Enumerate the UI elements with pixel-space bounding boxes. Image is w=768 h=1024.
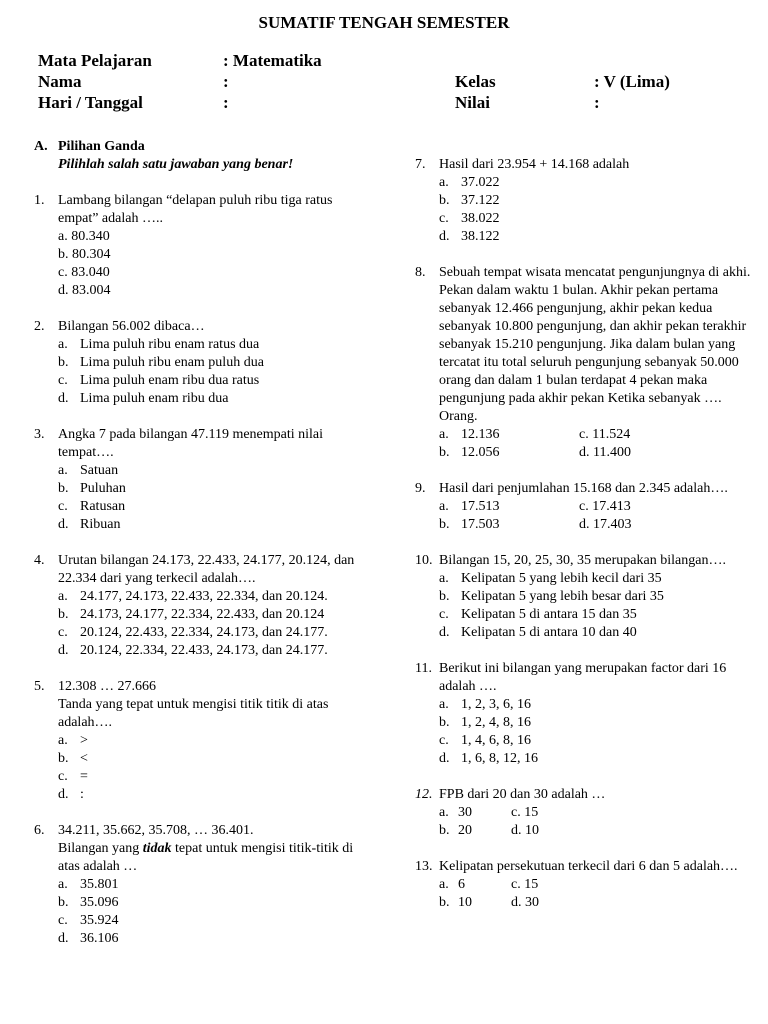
question-number: 8.: [415, 265, 426, 280]
question-number: 10.: [415, 553, 433, 568]
mapel-label: Mata Pelajaran: [38, 51, 152, 70]
option-d: d. 10: [511, 823, 539, 838]
option-row-ac: [439, 498, 760, 516]
question-11: [415, 660, 760, 768]
question-5: [34, 678, 374, 804]
question-stem: Angka 7 pada bilangan 47.119 menempati nilai tempat….: [58, 427, 324, 460]
option-d: d. 20.124, 22.334, 22.433, 24.173, dan 24.177.: [58, 643, 328, 658]
option-row-ac: [439, 876, 760, 894]
question-number: 1.: [34, 193, 45, 208]
question-stem: Hasil dari penjumlahan 15.168 dan 2.345 adalah….: [439, 481, 728, 496]
option-c: c. =: [58, 769, 88, 784]
option-c: c. 20.124, 22.433, 22.334, 24.173, dan 24.177.: [58, 625, 328, 640]
option-a: a. 80.340: [58, 229, 110, 244]
question-6: [34, 822, 374, 948]
hari-label: Hari / Tanggal: [38, 93, 143, 112]
option-d: d. 38.122: [439, 229, 500, 244]
option-b-letter: b.: [439, 895, 450, 910]
option-b: 12.056: [461, 445, 500, 460]
question-3: [34, 426, 374, 534]
option-c: c. Ratusan: [58, 499, 126, 514]
question-number: 12.: [415, 787, 433, 802]
question-4: [34, 552, 374, 660]
question-stem: Bilangan 56.002 dibaca…: [58, 319, 205, 334]
option-row-ac: [439, 804, 760, 822]
question-stem: 12.308 … 27.666: [58, 679, 156, 694]
question-stem-2: Tanda yang tepat untuk mengisi titik titik di atas adalah….: [58, 697, 329, 730]
question-stem-2: Bilangan yang tidak tepat untuk mengisi titik-titik di atas adalah …: [58, 841, 354, 874]
option-a: a. >: [58, 733, 88, 748]
option-b: b. 80.304: [58, 247, 111, 262]
option-b-letter: b.: [439, 445, 450, 460]
option-c: c. Kelipatan 5 di antara 15 dan 35: [439, 607, 637, 622]
option-b: b. 1, 2, 4, 8, 16: [439, 715, 531, 730]
option-b: b. Kelipatan 5 yang lebih besar dari 35: [439, 589, 664, 604]
question-number: 13.: [415, 859, 433, 874]
option-a: a. Satuan: [58, 463, 119, 478]
option-a: a. Lima puluh ribu enam ratus dua: [58, 337, 260, 352]
question-number: 5.: [34, 679, 45, 694]
emphasis-tidak: tidak: [142, 841, 172, 856]
option-a: a. 1, 2, 3, 6, 16: [439, 697, 531, 712]
question-7: [415, 156, 760, 246]
option-b: b. 24.173, 24.177, 22.334, 22.433, dan 20.124: [58, 607, 325, 622]
left-column: [34, 138, 374, 948]
option-b: 17.503: [461, 517, 500, 532]
question-13: [415, 858, 760, 912]
nilai-label: Nilai: [455, 93, 490, 112]
option-c: c. 17.413: [579, 499, 631, 514]
option-a-letter: a.: [439, 427, 449, 442]
kelas-value: : V (Lima): [594, 72, 670, 91]
option-d: d. 11.400: [579, 445, 631, 460]
option-a: 12.136: [461, 427, 500, 442]
option-b: b. Lima puluh ribu enam puluh dua: [58, 355, 264, 370]
question-number: 2.: [34, 319, 45, 334]
section-a: [34, 138, 374, 174]
option-c: c. 35.924: [58, 913, 119, 928]
option-d: d. :: [58, 787, 84, 802]
option-c: c. 11.524: [579, 427, 631, 442]
option-a: a. Kelipatan 5 yang lebih kecil dari 35: [439, 571, 662, 586]
question-stem: 34.211, 35.662, 35.708, … 36.401.: [58, 823, 254, 838]
option-d: d. 30: [511, 895, 539, 910]
question-stem: Sebuah tempat wisata mencatat pengunjungnya di akhi. Pekan dalam waktu 1 bulan. Akhir pekan pertama sebanyak 12.466 pengunjung, akhir pekan kedua sebanyak 10.800 pengunjung, dan akhir pekan terakhir sebanyak 15.210 pengunjung. Jika dalam bulan yang tercatat itu total seluruh pengunjung sebanyak 50.000 orang dan dalam 1 bulan terdapat 4 pekan maka pengunjung pada akhir pekan Ketika sebanyak …. Orang.: [439, 265, 751, 424]
option-d: d. Lima puluh enam ribu dua: [58, 391, 229, 406]
question-9: [415, 480, 760, 534]
question-12: [415, 786, 760, 840]
page-title: SUMATIF TENGAH SEMESTER: [258, 13, 510, 32]
nama-label: Nama: [38, 72, 82, 91]
question-number: 6.: [34, 823, 45, 838]
option-b: 20: [458, 823, 472, 838]
option-b: 10: [458, 895, 472, 910]
question-1: [34, 192, 374, 300]
hari-value: :: [223, 93, 229, 112]
question-stem: Urutan bilangan 24.173, 22.433, 24.177, 20.124, dan 22.334 dari yang terkecil adalah….: [58, 553, 355, 586]
right-column: [415, 156, 760, 912]
question-8: [415, 264, 760, 462]
option-a-letter: a.: [439, 499, 449, 514]
question-stem: Lambang bilangan “delapan puluh ribu tiga ratus empat” adalah …..: [58, 193, 333, 226]
kelas-label: Kelas: [455, 72, 496, 91]
option-a: a. 35.801: [58, 877, 119, 892]
question-10: [415, 552, 760, 642]
option-b: b. <: [58, 751, 88, 766]
question-stem: Berikut ini bilangan yang merupakan factor dari 16 adalah ….: [439, 661, 727, 694]
option-d: d. 83.004: [58, 283, 111, 298]
option-row-bd: [439, 894, 760, 912]
option-c: c. 83.040: [58, 265, 110, 280]
option-a: 6: [458, 877, 465, 892]
option-row-bd: [439, 822, 760, 840]
question-number: 9.: [415, 481, 426, 496]
option-row-ac: [439, 426, 760, 444]
option-c: c. 15: [511, 877, 539, 892]
question-2: [34, 318, 374, 408]
option-b: b. 37.122: [439, 193, 500, 208]
nama-value: :: [223, 72, 229, 91]
option-row-bd: [439, 444, 760, 462]
option-b: b. 35.096: [58, 895, 119, 910]
question-stem: Hasil dari 23.954 + 14.168 adalah: [439, 157, 630, 172]
option-a-letter: a.: [439, 805, 449, 820]
mapel-value: : Matematika: [223, 51, 322, 70]
option-row-bd: [439, 516, 760, 534]
option-c: c. 15: [511, 805, 539, 820]
option-a: 30: [458, 805, 472, 820]
question-stem: Bilangan 15, 20, 25, 30, 35 merupakan bilangan….: [439, 553, 726, 568]
option-d: d. Ribuan: [58, 517, 121, 532]
option-d: d. 1, 6, 8, 12, 16: [439, 751, 538, 766]
option-a: a. 24.177, 24.173, 22.433, 22.334, dan 20.124.: [58, 589, 328, 604]
option-a: a. 37.022: [439, 175, 500, 190]
option-b-letter: b.: [439, 517, 450, 532]
option-d: d. 17.403: [579, 517, 632, 532]
question-number: 11.: [415, 661, 432, 676]
option-a: 17.513: [461, 499, 500, 514]
option-c: c. 1, 4, 6, 8, 16: [439, 733, 531, 748]
option-c: c. 38.022: [439, 211, 500, 226]
section-heading: Pilihan Ganda: [58, 139, 145, 154]
nilai-value: :: [594, 93, 600, 112]
section-letter: A.: [34, 139, 48, 154]
section-instruction: Pilihlah salah satu jawaban yang benar!: [58, 157, 294, 172]
option-d: d. Kelipatan 5 di antara 10 dan 40: [439, 625, 637, 640]
option-d: d. 36.106: [58, 931, 119, 946]
option-b: b. Puluhan: [58, 481, 126, 496]
question-number: 4.: [34, 553, 45, 568]
question-number: 7.: [415, 157, 426, 172]
question-number: 3.: [34, 427, 45, 442]
question-stem: FPB dari 20 dan 30 adalah …: [439, 787, 606, 802]
question-stem: Kelipatan persekutuan terkecil dari 6 dan 5 adalah….: [439, 859, 738, 874]
option-b-letter: b.: [439, 823, 450, 838]
option-a-letter: a.: [439, 877, 449, 892]
option-c: c. Lima puluh enam ribu dua ratus: [58, 373, 260, 388]
